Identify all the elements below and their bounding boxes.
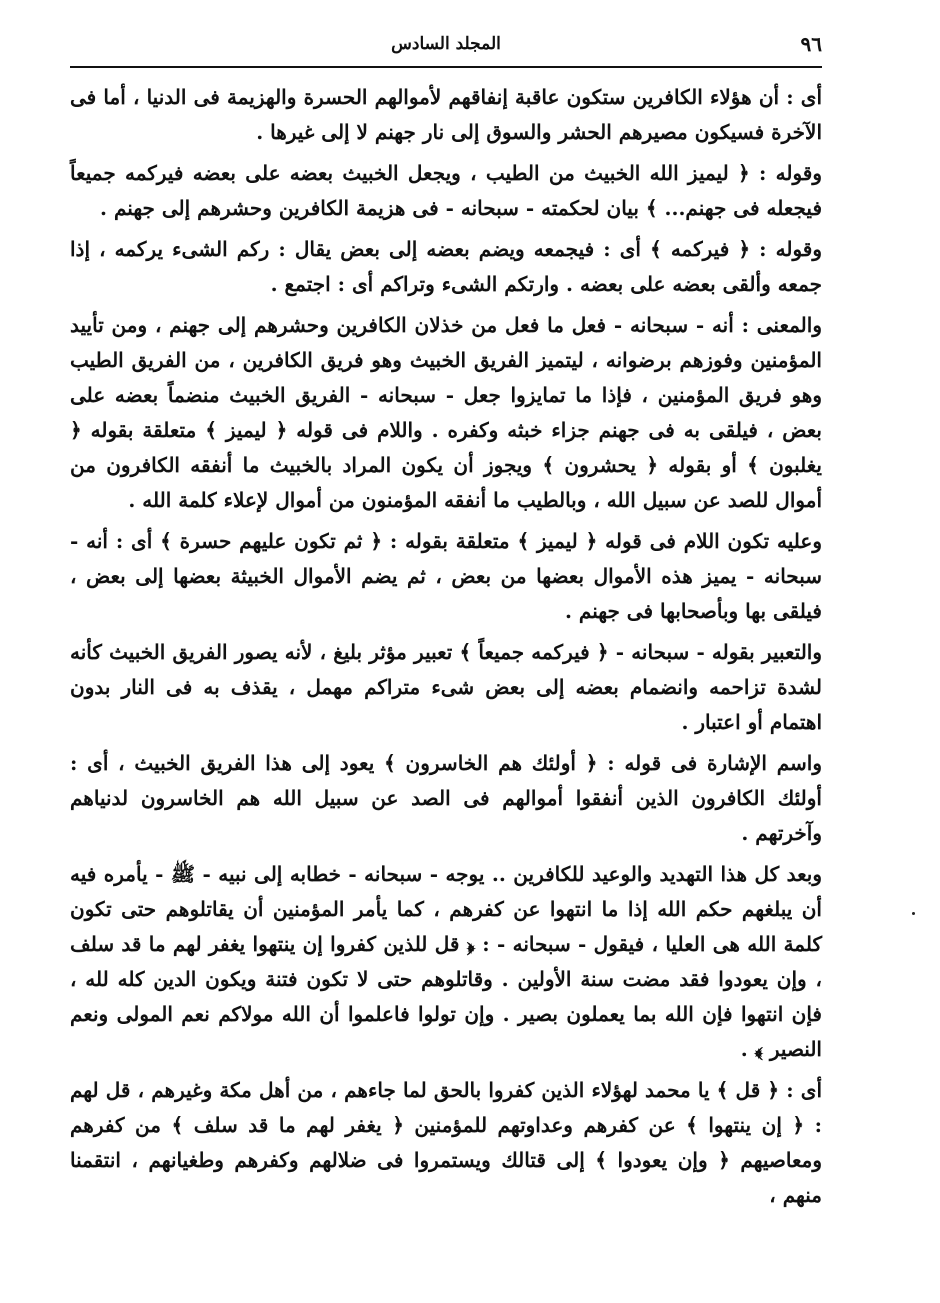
header-divider [70,66,822,68]
paragraph-1: أى : أن هؤلاء الكافرين ستكون عاقبة إنفاقهم لأموالهم الحسرة والهزيمة فى الدنيا ، أما فى الآخرة فسيكون مصيرهم الحشر والسوق إلى نار جهنم لا إلى غيرها . [70,85,822,144]
paragraph-3: وقوله : ﴿ فيركمه ﴾ أى : فيجمعه ويضم بعضه إلى بعض يقال : ركم الشىء يركمه ، إذا جمعه وألقى بعضه على بعضه . وارتكم الشىء وتراكم أى : اجتمع . [70,237,822,296]
paragraph-5: وعليه تكون اللام فى قوله ﴿ ليميز ﴾ متعلقة بقوله : ﴿ ثم تكون عليهم حسرة ﴾ أى : أنه - سبحانه - يميز هذه الأموال بعضها من بعض ، ثم يضم الأموال الخبيثة بعضها إلى بعض ، فيلقى بها وبأصحابها فى جهنم . [70,529,822,623]
paragraph-2: وقوله : ﴿ ليميز الله الخبيث من الطيب ، ويجعل الخبيث بعضه على بعضه فيركمه جميعاً فيجعله فى جهنم... ﴾ بيان لحكمته - سبحانه - فى هزيمة الكافرين وحشرهم إلى جهنم . [70,161,822,220]
page-number: ٩٦ [800,32,822,56]
paragraph-8: وبعد كل هذا التهديد والوعيد للكافرين .. يوجه - سبحانه - خطابه إلى نبيه - ﷺ - يأمره فيه أن يبلغهم حكم الله إذا ما انتهوا عن كفرهم ، كما يأمر المؤمنين أن يقاتلوهم حتى تكون كلمة الله هى العليا ، فيقول - سبحانه - : ﴿ قل للذين كفروا إن ينتهوا يغفر لهم ما قد سلف ، وإن يعودوا فقد مضت سنة الأولين . وقاتلوهم حتى لا تكون فتنة ويكون الدين كله لله ، فإن انتهوا فإن الله بما يعملون بصير . وإن تولوا فاعلموا أن الله مولاكم نعم المولى ونعم النصير ﴾ . [70,862,822,1061]
body-text [70,80,822,1219]
scan-speck [912,912,915,915]
paragraph-6: والتعبير بقوله - سبحانه - ﴿ فيركمه جميعاً ﴾ تعبير مؤثر بليغ ، لأنه يصور الفريق الخبيث كأنه لشدة تزاحمه وانضمام بعضه إلى بعض شىء متراكم مهمل ، يقذف به فى النار بدون اهتمام أو اعتبار . [70,640,822,734]
paragraph-9: أى : ﴿ قل ﴾ يا محمد لهؤلاء الذين كفروا بالحق لما جاءهم ، من أهل مكة وغيرهم ، قل لهم : ﴿ إن ينتهوا ﴾ عن كفرهم وعداوتهم للمؤمنين ﴿ يغفر لهم ما قد سلف ﴾ من كفرهم ومعاصيهم ﴿ وإن يعودوا ﴾ إلى قتالك ويستمروا فى ضلالهم وكفرهم وطغيانهم ، انتقمنا منهم ، [70,1078,822,1207]
paragraph-4: والمعنى : أنه - سبحانه - فعل ما فعل من خذلان الكافرين وحشرهم إلى جهنم ، ومن تأييد المؤمنين وفوزهم برضوانه ، ليتميز الفريق الخبيث وهو فريق الكافرين ، من الفريق الطيب وهو فريق المؤمنين ، فإذا ما تمايزوا جعل - سبحانه - الفريق الخبيث منضماً بعضه على بعض ، فيلقى به فى جهنم جزاء خبثه وكفره . واللام فى قوله ﴿ ليميز ﴾ متعلقة بقوله ﴿ يغلبون ﴾ أو بقوله ﴿ يحشرون ﴾ ويجوز أن يكون المراد بالخبيث ما أنفقه الكافرون من أموال للصد عن سبيل الله ، وبالطيب ما أنفقه المؤمنون من أموال لإعلاء كلمة الله . [70,313,823,512]
running-title: المجلد السادس [391,34,501,54]
paragraph-7: واسم الإشارة فى قوله : ﴿ أولئك هم الخاسرون ﴾ يعود إلى هذا الفريق الخبيث ، أى : أولئك الكافرون الذين أنفقوا أموالهم فى الصد عن سبيل الله هم الخاسرون لدنياهم وآخرتهم . [70,751,822,845]
book-page [70,30,823,1207]
page-header [70,30,822,64]
